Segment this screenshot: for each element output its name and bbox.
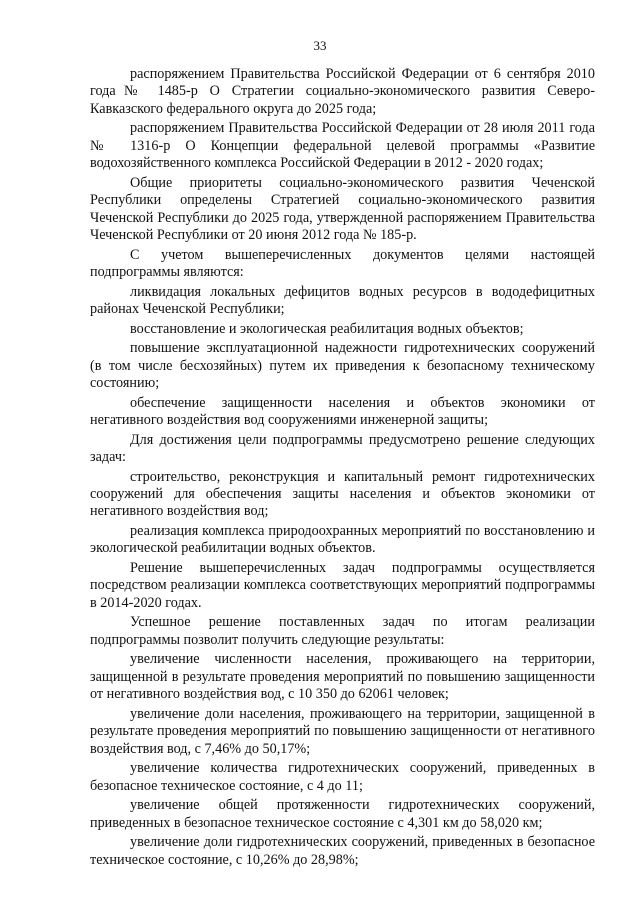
paragraph-water-concept: распоряжением Правительства Российской Федерации от 28 июля 2011 года № 1316-р О Концепции федеральной целевой программы «Развитие водохозяйственного комплекса Российской Федерации в 2012 - 2020 годах;	[90, 120, 595, 172]
paragraph-result-population-count: увеличение численности населения, проживающего на территории, защищенной в результате проведения мероприятий по повышению защищенности от негативного воздействия вод, с 10 350 до 62061 человек;	[90, 651, 595, 703]
paragraph-implementation: Решение вышеперечисленных задач подпрограммы осуществляется посредством реализации комплекса соответствующих мероприятий подпрограммы в 2014-2020 годах.	[90, 560, 595, 611]
paragraph-task-construction: строительство, реконструкция и капитальный ремонт гидротехнических сооружений для обеспечения защиты населения и объектов экономики от негативного воздействия вод;	[90, 468, 595, 520]
paragraph-result-structures-share: увеличение доли гидротехнических сооружений, приведенных в безопасное техническое состояние, с 10,26% до 28,98%;	[90, 834, 595, 868]
paragraph-task-environmental: реализация комплекса природоохранных мероприятий по восстановлению и экологической реабилитации водных объектов.	[90, 523, 595, 557]
body-text	[90, 66, 595, 871]
paragraph-strategy-north-caucasus: распоряжением Правительства Российской Федерации от 6 сентября 2010 года№ 1485-р О Стратегии социально-экономического развития Северо-Кавказского федерального округа до 2025 года;	[90, 66, 595, 117]
paragraph-result-length: увеличение общей протяженности гидротехнических сооружений, приведенных в безопасное техническое состояние с 4,301 км до 58,020 км;	[90, 797, 595, 831]
paragraph-general-priorities: Общие приоритеты социально-экономического развития Чеченской Республики определены Стратегией социально-экономического развития Чеченской Республики до 2025 года, утвержденной распоряжением Правительства Чеченской Республики от 20 июня 2012 года № 185-р.	[90, 174, 595, 244]
paragraph-goals-intro: С учетом вышеперечисленных документов целями настоящей подпрограммы являются:	[90, 246, 595, 281]
paragraph-result-structures-count: увеличение количества гидротехнических сооружений, приведенных в безопасное техническое состояние, с 4 до 11;	[90, 760, 595, 794]
paragraph-results-intro: Успешное решение поставленных задач по итогам реализации подпрограммы позволит получить следующие результаты:	[90, 614, 595, 648]
paragraph-goal-protection: обеспечение защищенности населения и объектов экономики от негативного воздействия вод сооружениями инженерной защиты;	[90, 394, 595, 429]
paragraph-tasks-intro: Для достижения цели подпрограммы предусмотрено решение следующих задач:	[90, 431, 595, 466]
paragraph-result-population-share: увеличение доли населения, проживающего на территории, защищенной в результате проведения мероприятий по повышению защищенности от негативного воздействия вод, с 7,46% до 50,17%;	[90, 705, 595, 757]
paragraph-goal-reliability: повышение эксплуатационной надежности гидротехнических сооружений (в том числе бесхозяйных) путем их приведения к безопасному техническому состоянию;	[90, 340, 595, 392]
paragraph-goal-rehabilitation: восстановление и экологическая реабилитация водных объектов;	[130, 320, 524, 337]
page-number: 33	[313, 38, 327, 53]
paragraph-goal-deficits: ликвидация локальных дефицитов водных ресурсов в вододефицитных районах Чеченской Республики;	[90, 283, 595, 318]
